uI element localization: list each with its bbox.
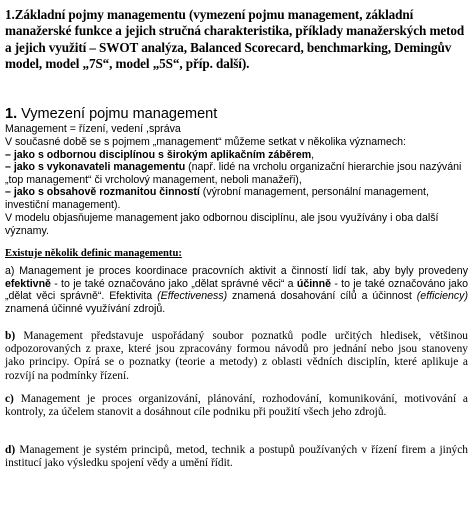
definition-b	[5, 330, 468, 383]
meaning-item	[5, 161, 468, 186]
meaning-term: – jako s obsahově rozmanitou činností	[5, 186, 200, 198]
meaning-item	[5, 149, 468, 162]
definition-c	[5, 393, 468, 419]
definition-text: - to je také označováno jako „dělat věci správně“. Efektivita	[5, 277, 469, 303]
definition-line: Management = řízení, vedení ,správa	[5, 123, 181, 135]
definition-text: - to je také označováno jako „dělat správné věci“ a	[50, 277, 297, 290]
meaning-item	[5, 186, 468, 211]
definition-d	[5, 444, 468, 470]
section-title: Vymezení pojmu management	[21, 106, 218, 122]
section-heading	[5, 106, 217, 122]
meanings-intro: V současné době se s pojmem „management“ můžeme setkat v několika významech:	[5, 136, 406, 148]
term-efektivne: efektivně	[5, 277, 51, 290]
document-title: 1.Základní pojmy managementu (vymezení pojmu management, základní manažerské funkce a jejich stručná charakteristika, příklady manažerských metod a jejich využití – SWOT analýza, Balanced Scorecard, benchmarking, Demingův model, model „7S“, model „5S“, příp. další).	[5, 7, 465, 72]
meaning-detail: ,	[311, 149, 315, 161]
definition-a	[5, 265, 468, 315]
definition-text: znamená dosahování cílů a účinnost	[227, 290, 417, 303]
term-efficiency: (efficiency)	[416, 290, 468, 303]
term-effectiveness: (Effectiveness)	[157, 290, 228, 303]
definition-text: znamená účinné využívání zdrojů.	[5, 302, 166, 315]
definition-label: a)	[5, 265, 15, 277]
definition-label: b)	[5, 330, 16, 342]
model-note: V modelu objasňujeme management jako odbornou disciplínu, ale jsou využívány i oba další významy.	[5, 212, 439, 237]
definition-label: c)	[5, 393, 14, 405]
definition-text: Management je proces organizování, plánování, rozhodování, komunikování, motivování a kontroly, za účelem stanovit a dosáhnout cíle podniku při použití všech jeho zdrojů.	[5, 393, 468, 419]
definitions-heading: Existuje několik definic managementu:	[5, 248, 182, 259]
meaning-detail: (výrobní management, personální management, investiční management).	[5, 186, 429, 211]
definition-text: Management je systém principů, metod, technik a postupů používaných v řízení firem a jiných institucí jako výsledku spojení vědy a umění řídit.	[5, 444, 468, 470]
term-ucinne: účinně	[296, 277, 332, 290]
section-number: 1.	[5, 106, 18, 122]
meaning-term: – jako s odbornou disciplínou s širokým aplikačním záběrem	[5, 149, 312, 161]
definition-text: Management je proces koordinace pracovních aktivit a činností lidí tak, aby byly provedeny	[14, 265, 468, 277]
definition-text: Management představuje uspořádaný soubor poznatků podle určitých hledisek, většinou odpozorovaných z praxe, které jsou zpracovány formou návodů pro jednání nebo jsou stanoveny jako principy. Opírá se o poznatky (teorie a metody) z oblasti vědních disciplín, které aplikuje a rozvíjí na podmínky řízení.	[5, 330, 468, 382]
meaning-detail: (např. lidé na vrcholu organizační hierarchie jsou nazýváni „top management“ či vrcholový management, neboli manažeři),	[5, 161, 462, 186]
definition-label: d)	[5, 444, 16, 456]
meaning-term: – jako s vykonavateli managementu	[5, 161, 186, 173]
